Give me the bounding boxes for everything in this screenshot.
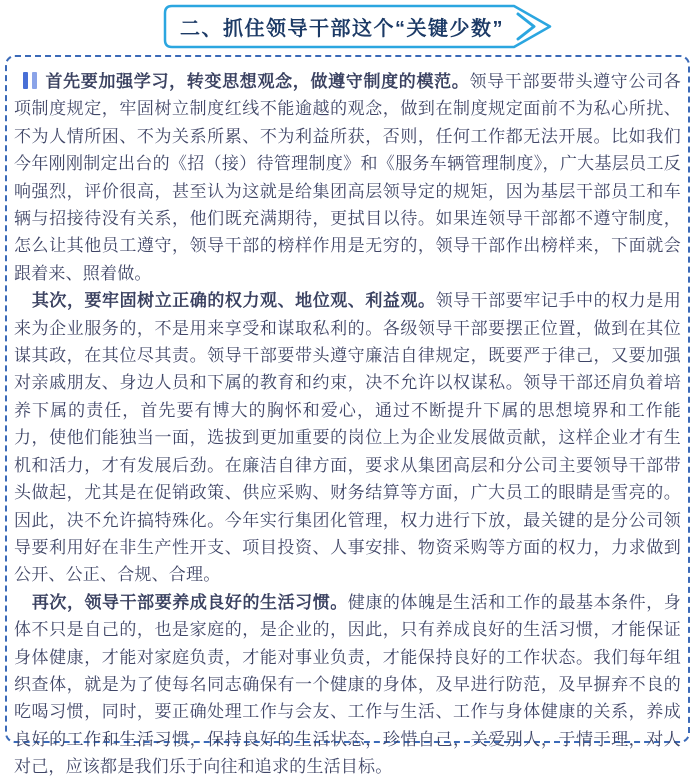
paragraph-1: [14, 68, 681, 287]
paragraph-3-body: 健康的体魄是生活和工作的最基本条件，身体不只是自己的，也是家庭的，是企业的，因此，只有养成良好的生活习惯，才能保证身体健康，才能对家庭负责，才能对事业负责，才能保持良好的工作状态。我们每年组织查体，就是为了使每名同志确保有一个健康的身体，及早进行防范，及早摒弃不良的吃喝习惯，同时，要正确处理工作与会友、工作与生活、工作与身体健康的关系，养成良好的工作和生活习惯，保持良好的生活状态，珍惜自己，关爱别人，于情于理，对人对己，应该都是我们乐于向往和追求的生活目标。: [14, 592, 681, 777]
paragraph-1-lead: 首先要加强学习，转变思想观念，做遵守制度的模范。: [45, 72, 470, 91]
paragraph-2-body: 领导干部要牢记手中的权力是用来为企业服务的，不是用来享受和谋取私利的。各级领导干部要摆正位置，做到在其位谋其政，在其位尽其责。领导干部要带头遵守廉洁自律规定，既要严于律己，又要加强对亲戚朋友、身边人员和下属的教育和约束，决不允许以权谋私。领导干部还肩负着培养下属的责任，首先要有博大的胸怀和爱心，通过不断提升下属的思想境界和工作能力，使他们能独当一面，选拔到更加重要的岗位上为企业发展做贡献，这样企业才有生机和活力，才有发展后劲。在廉洁自律方面，要求从集团高层和分公司主要领导干部带头做起，尤其是在促销政策、供应采购、财务结算等方面，广大员工的眼睛是雪亮的。因此，决不允许搞特殊化。今年实行集团化管理，权力进行下放，最关键的是分公司领导要利用好在非生产性开支、项目投资、人事安排、物资采购等方面的权力，力求做到公开、公正、合规、合理。: [14, 291, 681, 585]
double-bar-quote-icon: [23, 72, 37, 89]
paragraph-1-body: 领导干部要带头遵守公司各项制度规定，牢固树立制度红线不能逾越的观念，做到在制度规定面前不为私心所扰、不为人情所困、不为关系所累、不为利益所获，否则，任何工作都无法开展。比如我们今年刚刚制定出台的《招（接）待管理制度》和《服务车辆管理制度》，广大基层员工反响强烈，评价很高，甚至认为这就是给集团高层领导定的规矩，因为基层干部员工和车辆与招接待没有关系，他们既充满期待，更拭目以待。如果连领导干部都不遵守制度，怎么让其他员工遵守，领导干部的榜样作用是无穷的，领导干部作出榜样来，下面就会跟着来、照着做。: [14, 72, 681, 283]
paragraph-2-lead: 其次，要牢固树立正确的权力观、地位观、利益观。: [31, 291, 436, 311]
paragraph-3-lead: 再次，领导干部要养成良好的生活习惯。: [31, 592, 348, 612]
paragraph-3: [14, 589, 681, 781]
content-frame: [5, 55, 690, 777]
section-banner: [162, 3, 554, 50]
section-title: 二、抓住领导干部这个“关键少数”: [180, 18, 504, 40]
paragraph-2: [14, 287, 681, 588]
